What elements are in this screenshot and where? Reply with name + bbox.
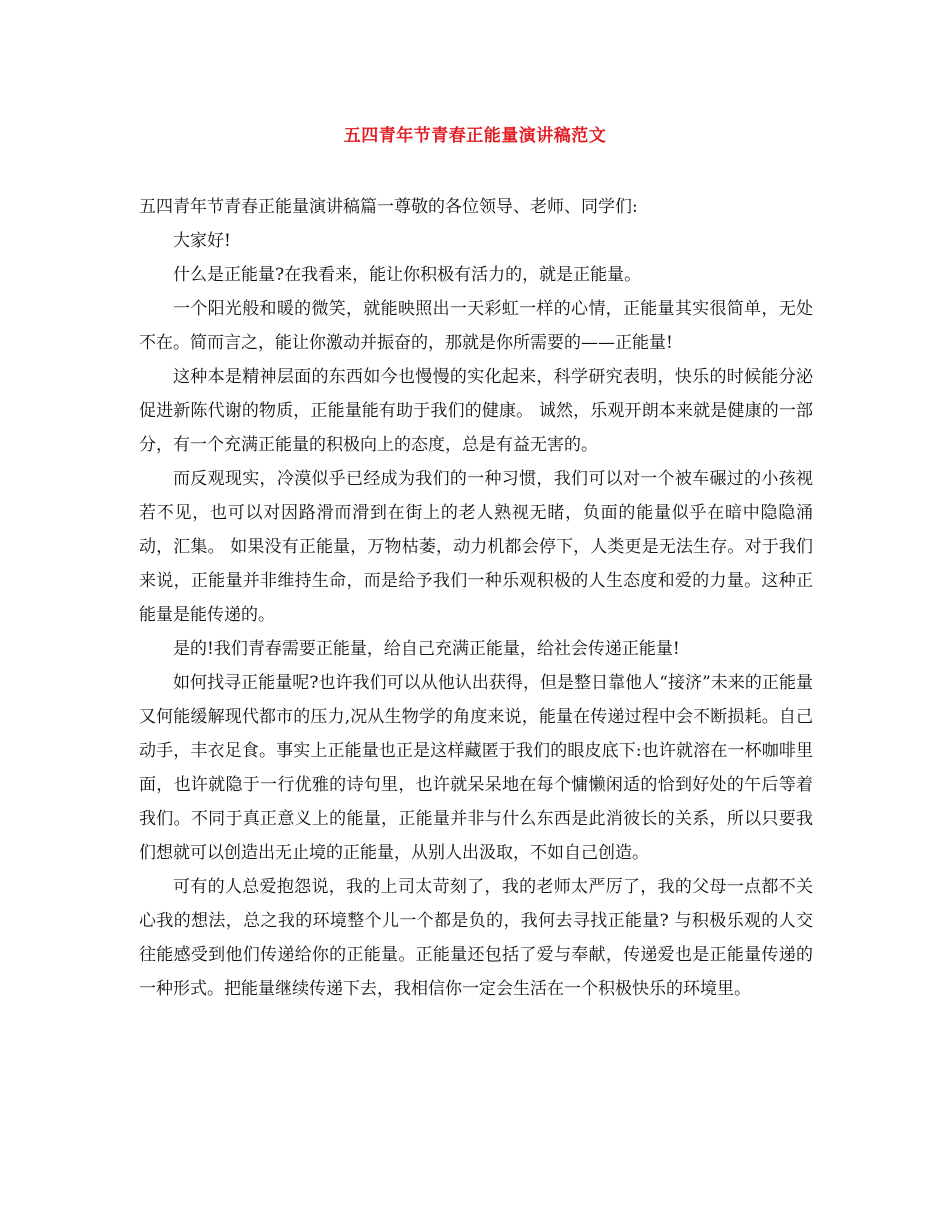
document-body — [139, 190, 813, 1006]
paragraph: 这种本是精神层面的东西如今也慢慢的实化起来，科学研究表明，快乐的时候能分泌促进新陈代谢的物质，正能量能有助于我们的健康。 诚然，乐观开朗本来就是健康的一部分，有一个充满正能量的积极向上的态度，总是有益无害的。 — [139, 367, 813, 455]
paragraph: 五四青年节青春正能量演讲稿篇一尊敬的各位领导、老师、同学们: — [139, 197, 638, 217]
document-title: 五四青年节青春正能量演讲稿范文 — [343, 126, 607, 146]
paragraph: 什么是正能量?在我看来，能让你积极有活力的，就是正能量。 — [173, 265, 642, 285]
paragraph: 一个阳光般和暖的微笑，就能映照出一天彩虹一样的心情，正能量其实很简单，无处不在。简而言之，能让你激动并振奋的，那就是你所需要的——正能量! — [139, 299, 813, 353]
paragraph: 而反观现实，冷漠似乎已经成为我们的一种习惯，我们可以对一个被车碾过的小孩视若不见，也可以对因路滑而滑到在街上的老人熟视无睹，负面的能量似乎在暗中隐隐涌动，汇集。 如果没有正能量，万物枯萎，动力机都会停下，人类更是无法生存。对于我们来说，正能量并非维持生命，而是给予我们一种乐观积极的人生态度和爱的力量。这种正能量是能传递的。 — [139, 469, 813, 625]
paragraph: 可有的人总爱抱怨说，我的上司太苛刻了，我的老师太严厉了，我的父母一点都不关心我的想法，总之我的环境整个儿一个都是负的，我何去寻找正能量? 与积极乐观的人交往能感受到他们传递给你的正能量。正能量还包括了爱与奉献，传递爱也是正能量传递的一种形式。把能量继续传递下去，我相信你一定会生活在一个积极快乐的环境里。 — [139, 877, 813, 999]
paragraph: 是的!我们青春需要正能量，给自己充满正能量，给社会传递正能量! — [173, 639, 680, 659]
paragraph: 大家好! — [173, 231, 231, 251]
paragraph: 如何找寻正能量呢?也许我们可以从他认出获得，但是整日靠他人“接济”未来的正能量又何能缓解现代都市的压力,况从生物学的角度来说，能量在传递过程中会不断损耗。自己动手，丰衣足食。事实上正能量也正是这样藏匿于我们的眼皮底下:也许就溶在一杯咖啡里面，也许就隐于一行优雅的诗句里，也许就呆呆地在每个慵懒闲适的恰到好处的午后等着我们。不同于真正意义上的能量，正能量并非与什么东西是此消彼长的关系，所以只要我们想就可以创造出无止境的正能量，从别人出汲取，不如自己创造。 — [139, 673, 813, 863]
